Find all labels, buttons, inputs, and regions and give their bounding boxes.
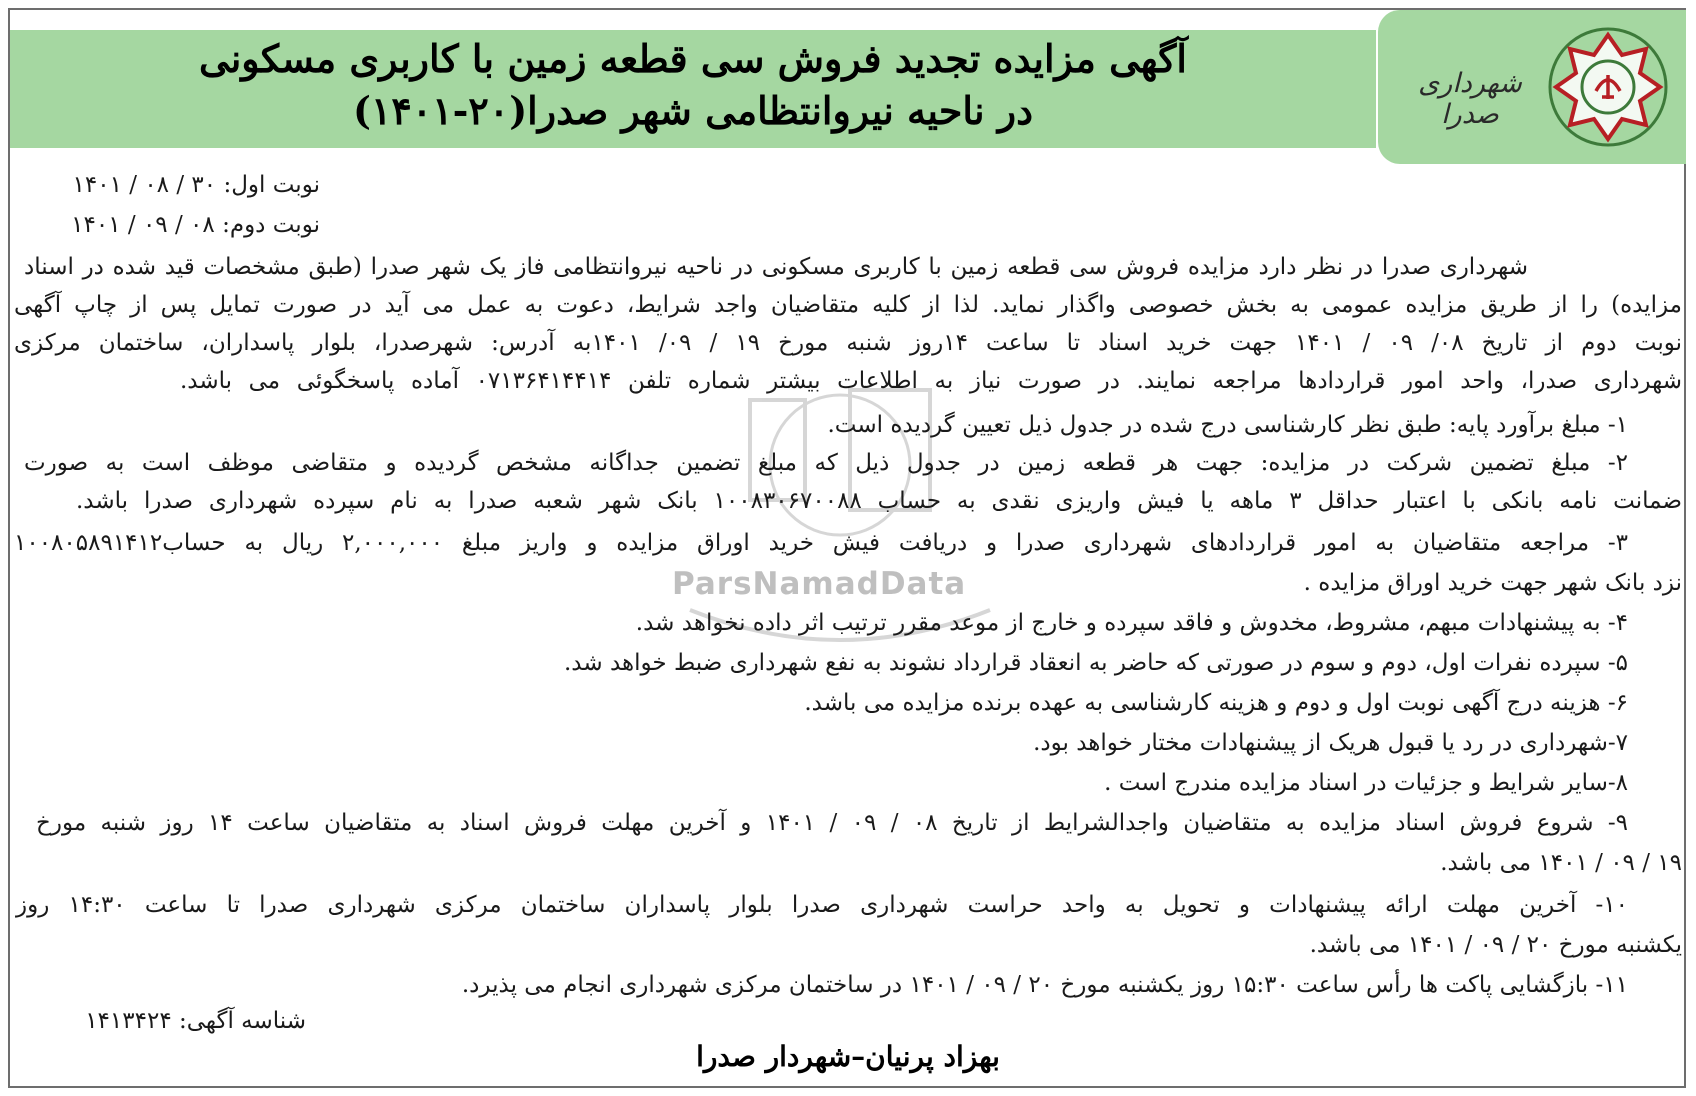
- body-line: مزایده) را از طریق مزایده عمومی به بخش خصوصی واگذار نماید. لذا از کلیه متقاضیان واجد شرایط، دعوت به عمل می آید در صورت تمایل پس از چاپ آگهی: [14, 292, 1682, 318]
- clause-4: ۴- به پیشنهادات مبهم، مشروط، مخدوش و فاقد سپرده و خارج از موعد مقرر ترتیب اثر داده نخواهد شد.: [635, 610, 1628, 636]
- notice-title-line1: آگهی مزایده تجدید فروش سی قطعه زمین با کاربری مسکونی: [199, 36, 1187, 81]
- body-line: شهرداری صدرا، واحد امور قراردادها مراجعه نمایند. در صورت نیاز به اطلاعات بیشتر شماره تلفن ۰۷۱۳۶۴۱۴۴۱۴ آماده پاسخگوئی می باشد.: [180, 368, 1682, 394]
- second-turn-date: نوبت دوم: ۰۸ / ۰۹ / ۱۴۰۱: [71, 212, 320, 238]
- clause-10-cont: یکشنبه مورخ ۲۰ / ۰۹ / ۱۴۰۱ می باشد.: [1309, 932, 1682, 958]
- clause-7: ۷-شهرداری در رد یا قبول هریک از پیشنهادات مختار خواهد بود.: [1033, 730, 1628, 756]
- clause-3: ۳- مراجعه متقاضیان به امور قراردادهای شهرداری صدرا و دریافت فیش خرید اوراق مزایده و واریز مبلغ ۲,۰۰۰,۰۰۰ ریال به حساب۱۰۰۸۰۵۸۹۱۴۱۲: [14, 530, 1628, 556]
- notice-title-line2: در ناحیه نیروانتظامی شهر صدرا(۲۰-۱۴۰۱): [352, 88, 1034, 133]
- municipality-logo-text: شهرداری صدرا: [1418, 68, 1522, 130]
- clause-2-cont: ضمانت نامه بانکی با اعتبار حداقل ۳ ماهه یا فیش واریزی نقدی به حساب ۱۰۰۸۳۰۶۷۰۰۸۸ بانک شهر شعبه صدرا به نام سپرده شهرداری صدرا باشد.: [76, 488, 1683, 514]
- clause-9-cont: ۱۹ / ۰۹ / ۱۴۰۱ می باشد.: [1440, 850, 1682, 876]
- municipality-emblem-icon: [1546, 25, 1670, 149]
- ad-id: شناسه آگهی: ۱۴۱۳۴۲۴: [85, 1008, 306, 1034]
- clause-2: ۲- مبلغ تضمین شرکت در مزایده: جهت هر قطعه زمین در جدول ذیل که مبلغ تضمین جداگانه مشخص گردیده و متقاضی موظف است به صورت: [24, 450, 1628, 476]
- clause-8: ۸-سایر شرایط و جزئیات در اسناد مزایده مندرج است .: [1104, 770, 1628, 796]
- clause-3-cont: نزد بانک شهر جهت خرید اوراق مزایده .: [1303, 570, 1682, 596]
- clause-5: ۵- سپرده نفرات اول، دوم و سوم در صورتی که حاضر به انعقاد قرارداد نشوند به نفع شهرداری ضبط خواهد شد.: [563, 650, 1628, 676]
- signature: بهزاد پرنیان–شهردار صدرا: [696, 1040, 1000, 1073]
- watermark-text: ParsNamadData: [672, 566, 967, 602]
- body-line: شهرداری صدرا در نظر دارد مزایده فروش سی قطعه زمین با کاربری مسکونی در ناحیه نیروانتظامی فاز یک شهر صدرا (طبق مشخصات قید شده در اسناد: [24, 254, 1528, 280]
- clause-11: ۱۱- بازگشایی پاکت ها رأس ساعت ۱۵:۳۰ روز یکشنبه مورخ ۲۰ / ۰۹ / ۱۴۰۱ در ساختمان مرکزی شهرداری انجام می پذیرد.: [461, 972, 1628, 998]
- clause-10: ۱۰- آخرین مهلت ارائه پیشنهادات و تحویل به واحد حراست شهرداری صدرا بلوار پاسداران ساختمان مرکزی شهرداری صدرا تا ساعت ۱۴:۳۰ روز: [16, 892, 1628, 918]
- clause-1: ۱- مبلغ برآورد پایه: طبق نظر کارشناسی درج شده در جدول ذیل تعیین گردیده است.: [827, 412, 1628, 438]
- first-turn-date: نوبت اول: ۳۰ / ۰۸ / ۱۴۰۱: [72, 172, 320, 198]
- body-line: نوبت دوم از تاریخ ۰۸/ ۰۹ / ۱۴۰۱ جهت خرید اسناد تا ساعت ۱۴روز شنبه مورخ ۱۹ / ۰۹/ ۱۴۰۱به آدرس: شهرصدرا، بلوار پاسداران، ساختمان مرکزی: [14, 330, 1683, 356]
- clause-6: ۶- هزینه درج آگهی نوبت اول و دوم و هزینه کارشناسی به عهده برنده مزایده می باشد.: [804, 690, 1628, 716]
- clause-9: ۹- شروع فروش اسناد مزایده به متقاضیان واجدالشرایط از تاریخ ۰۸ / ۰۹ / ۱۴۰۱ و آخرین مهلت فروش اسناد به متقاضیان ساعت ۱۴ روز شنبه مورخ: [36, 810, 1628, 836]
